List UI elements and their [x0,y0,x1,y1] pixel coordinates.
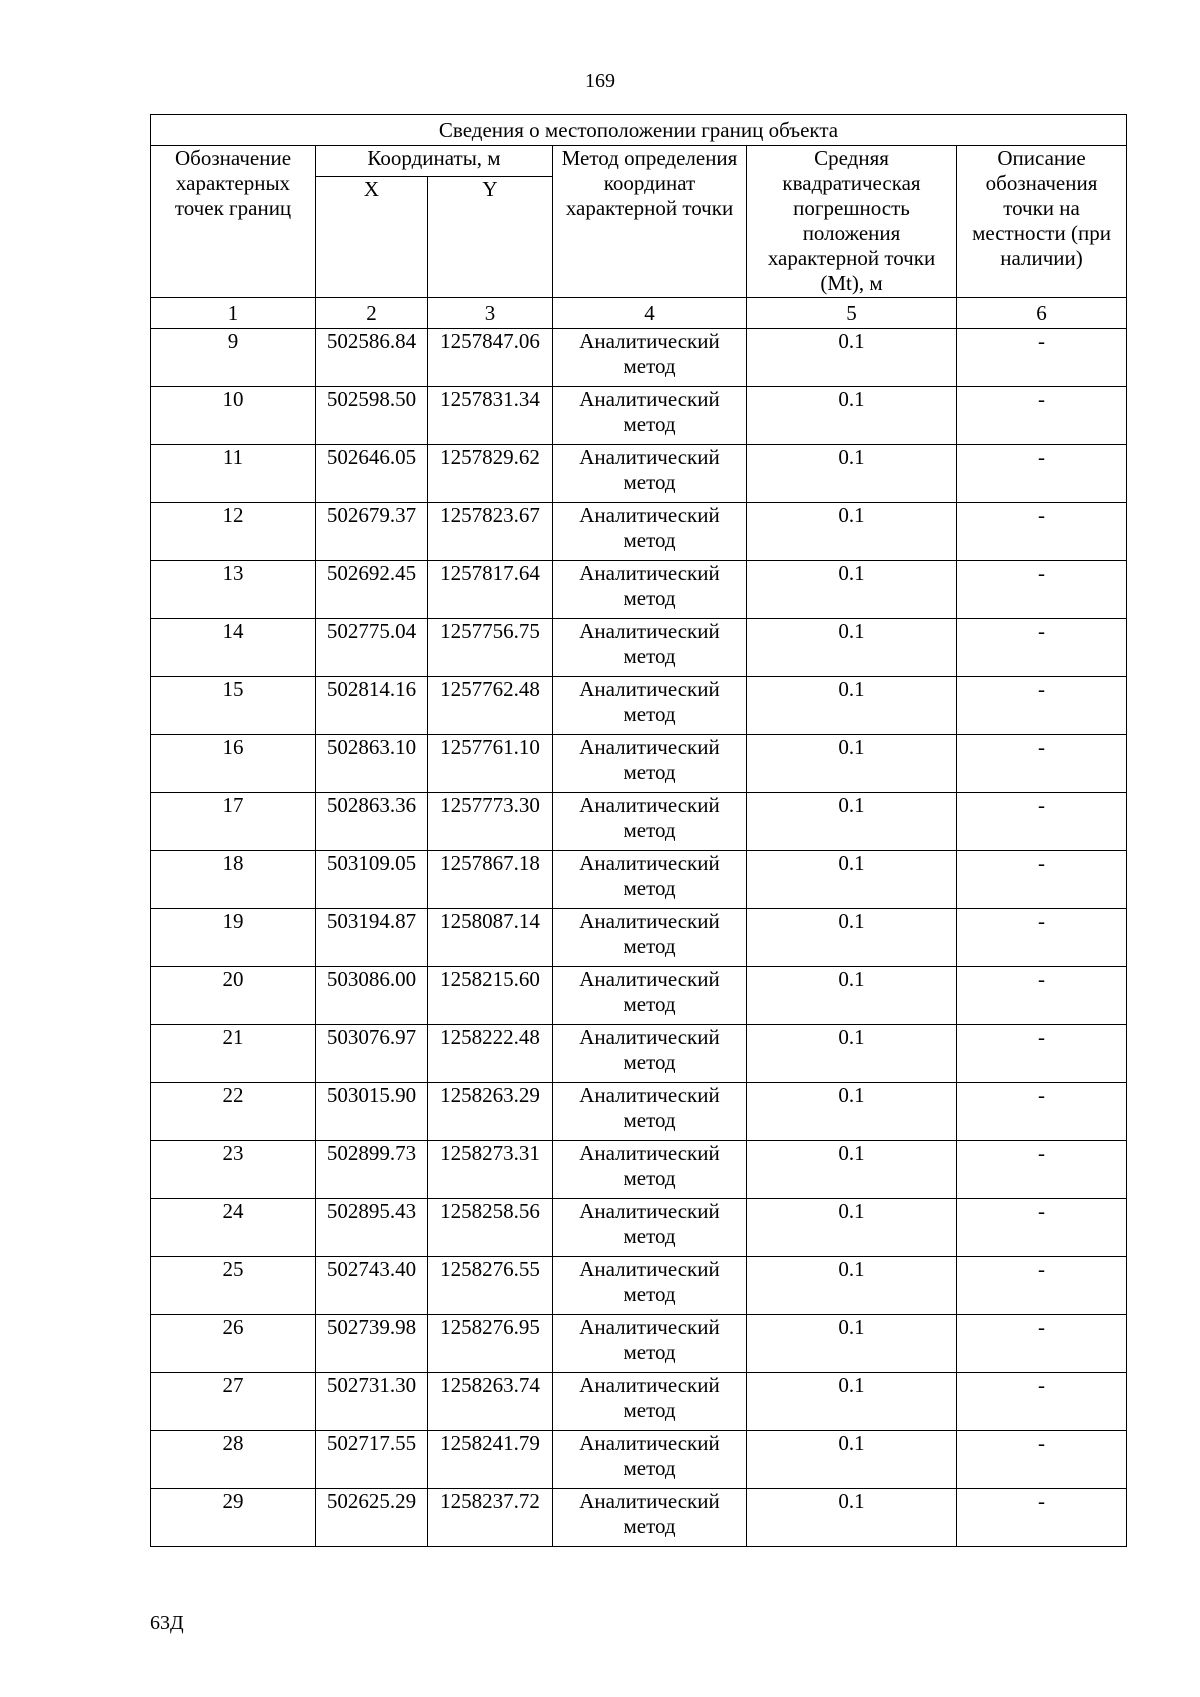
point-cell: 13 [151,561,316,619]
y-coordinate-cell: 1257773.30 [428,793,553,851]
method-cell: Аналитический метод [553,1083,747,1141]
table-row [151,445,1127,503]
method-cell: Аналитический метод [553,561,747,619]
description-cell: - [957,329,1127,387]
method-cell: Аналитический метод [553,329,747,387]
error-cell: 0.1 [747,677,957,735]
description-cell: - [957,1315,1127,1373]
point-cell: 27 [151,1373,316,1431]
y-coordinate-cell: 1257867.18 [428,851,553,909]
description-cell: - [957,793,1127,851]
x-coordinate-cell: 502625.29 [316,1489,428,1547]
point-cell: 23 [151,1141,316,1199]
point-cell: 22 [151,1083,316,1141]
method-cell: Аналитический метод [553,851,747,909]
y-coordinate-cell: 1258263.74 [428,1373,553,1431]
x-coordinate-cell: 502646.05 [316,445,428,503]
boundary-table [150,114,1127,1547]
column-number: 4 [553,298,747,329]
x-coordinate-cell: 503076.97 [316,1025,428,1083]
y-coordinate-cell: 1258276.55 [428,1257,553,1315]
x-coordinate-cell: 502899.73 [316,1141,428,1199]
x-coordinate-cell: 502863.10 [316,735,428,793]
error-cell: 0.1 [747,1199,957,1257]
column-number: 2 [316,298,428,329]
x-coordinate-cell: 502775.04 [316,619,428,677]
description-cell: - [957,387,1127,445]
method-cell: Аналитический метод [553,1257,747,1315]
method-cell: Аналитический метод [553,1315,747,1373]
y-coordinate-cell: 1257831.34 [428,387,553,445]
table-row [151,1373,1127,1431]
x-coordinate-cell: 502814.16 [316,677,428,735]
table-row [151,735,1127,793]
y-coordinate-cell: 1258276.95 [428,1315,553,1373]
y-coordinate-cell: 1258273.31 [428,1141,553,1199]
description-cell: - [957,1083,1127,1141]
y-coordinate-cell: 1258237.72 [428,1489,553,1547]
method-cell: Аналитический метод [553,1431,747,1489]
description-cell: - [957,1373,1127,1431]
point-cell: 18 [151,851,316,909]
error-cell: 0.1 [747,793,957,851]
description-cell: - [957,851,1127,909]
table-header [151,115,1127,329]
method-cell: Аналитический метод [553,1373,747,1431]
x-coordinate-cell: 502743.40 [316,1257,428,1315]
description-cell: - [957,909,1127,967]
description-cell: - [957,1257,1127,1315]
error-cell: 0.1 [747,1025,957,1083]
point-cell: 28 [151,1431,316,1489]
header-y: Y [428,177,553,298]
header-error: Средняя квадратическая погрешность положения характерной точки (Mt), м [747,146,957,298]
y-coordinate-cell: 1258241.79 [428,1431,553,1489]
x-coordinate-cell: 502679.37 [316,503,428,561]
method-cell: Аналитический метод [553,909,747,967]
table-row [151,851,1127,909]
point-cell: 26 [151,1315,316,1373]
table-row [151,561,1127,619]
point-cell: 17 [151,793,316,851]
method-cell: Аналитический метод [553,445,747,503]
error-cell: 0.1 [747,1431,957,1489]
y-coordinate-cell: 1258222.48 [428,1025,553,1083]
error-cell: 0.1 [747,1489,957,1547]
table-row [151,793,1127,851]
y-coordinate-cell: 1257829.62 [428,445,553,503]
description-cell: - [957,1199,1127,1257]
table-row [151,619,1127,677]
table-row [151,1199,1127,1257]
error-cell: 0.1 [747,387,957,445]
page-number: 169 [585,70,615,92]
header-x: X [316,177,428,298]
description-cell: - [957,1489,1127,1547]
x-coordinate-cell: 502863.36 [316,793,428,851]
point-cell: 25 [151,1257,316,1315]
x-coordinate-cell: 502739.98 [316,1315,428,1373]
error-cell: 0.1 [747,619,957,677]
method-cell: Аналитический метод [553,967,747,1025]
x-coordinate-cell: 503086.00 [316,967,428,1025]
description-cell: - [957,619,1127,677]
error-cell: 0.1 [747,329,957,387]
header-point-designation: Обозначение характерных точек границ [151,146,316,298]
point-cell: 14 [151,619,316,677]
point-cell: 11 [151,445,316,503]
y-coordinate-cell: 1258258.56 [428,1199,553,1257]
description-cell: - [957,1141,1127,1199]
header-method: Метод определения координат характерной точки [553,146,747,298]
y-coordinate-cell: 1257762.48 [428,677,553,735]
table-row [151,387,1127,445]
method-cell: Аналитический метод [553,735,747,793]
table-row [151,1315,1127,1373]
table-row [151,1489,1127,1547]
error-cell: 0.1 [747,851,957,909]
description-cell: - [957,503,1127,561]
point-cell: 16 [151,735,316,793]
point-cell: 21 [151,1025,316,1083]
point-cell: 10 [151,387,316,445]
table-row [151,1025,1127,1083]
error-cell: 0.1 [747,1373,957,1431]
x-coordinate-cell: 502895.43 [316,1199,428,1257]
table-caption: Сведения о местоположении границ объекта [151,115,1127,146]
point-cell: 15 [151,677,316,735]
point-cell: 24 [151,1199,316,1257]
y-coordinate-cell: 1258263.29 [428,1083,553,1141]
error-cell: 0.1 [747,561,957,619]
x-coordinate-cell: 502586.84 [316,329,428,387]
x-coordinate-cell: 503194.87 [316,909,428,967]
x-coordinate-cell: 502692.45 [316,561,428,619]
point-cell: 20 [151,967,316,1025]
error-cell: 0.1 [747,1257,957,1315]
method-cell: Аналитический метод [553,1489,747,1547]
description-cell: - [957,561,1127,619]
y-coordinate-cell: 1258215.60 [428,967,553,1025]
column-number: 5 [747,298,957,329]
column-number: 3 [428,298,553,329]
error-cell: 0.1 [747,1141,957,1199]
y-coordinate-cell: 1257756.75 [428,619,553,677]
method-cell: Аналитический метод [553,387,747,445]
table-body [151,329,1127,1547]
y-coordinate-cell: 1257817.64 [428,561,553,619]
error-cell: 0.1 [747,1083,957,1141]
method-cell: Аналитический метод [553,1025,747,1083]
method-cell: Аналитический метод [553,619,747,677]
y-coordinate-cell: 1257761.10 [428,735,553,793]
table-row [151,909,1127,967]
description-cell: - [957,445,1127,503]
column-number: 6 [957,298,1127,329]
method-cell: Аналитический метод [553,1141,747,1199]
x-coordinate-cell: 503109.05 [316,851,428,909]
error-cell: 0.1 [747,503,957,561]
point-cell: 9 [151,329,316,387]
description-cell: - [957,967,1127,1025]
error-cell: 0.1 [747,909,957,967]
table-row [151,677,1127,735]
table-row [151,1257,1127,1315]
description-cell: - [957,677,1127,735]
error-cell: 0.1 [747,967,957,1025]
column-number: 1 [151,298,316,329]
description-cell: - [957,1025,1127,1083]
table-row [151,967,1127,1025]
error-cell: 0.1 [747,1315,957,1373]
footer-code: 63Д [150,1612,184,1634]
column-numbers-row [151,298,1127,329]
description-cell: - [957,735,1127,793]
x-coordinate-cell: 502731.30 [316,1373,428,1431]
method-cell: Аналитический метод [553,793,747,851]
method-cell: Аналитический метод [553,503,747,561]
point-cell: 12 [151,503,316,561]
table-row [151,1431,1127,1489]
table-row [151,503,1127,561]
header-coordinates: Координаты, м [316,146,553,177]
method-cell: Аналитический метод [553,677,747,735]
y-coordinate-cell: 1258087.14 [428,909,553,967]
description-cell: - [957,1431,1127,1489]
point-cell: 19 [151,909,316,967]
x-coordinate-cell: 502598.50 [316,387,428,445]
table-row [151,1141,1127,1199]
x-coordinate-cell: 503015.90 [316,1083,428,1141]
x-coordinate-cell: 502717.55 [316,1431,428,1489]
table-row [151,1083,1127,1141]
table-row [151,329,1127,387]
error-cell: 0.1 [747,445,957,503]
error-cell: 0.1 [747,735,957,793]
point-cell: 29 [151,1489,316,1547]
method-cell: Аналитический метод [553,1199,747,1257]
y-coordinate-cell: 1257847.06 [428,329,553,387]
header-description: Описание обозначения точки на местности (при наличии) [957,146,1127,298]
y-coordinate-cell: 1257823.67 [428,503,553,561]
